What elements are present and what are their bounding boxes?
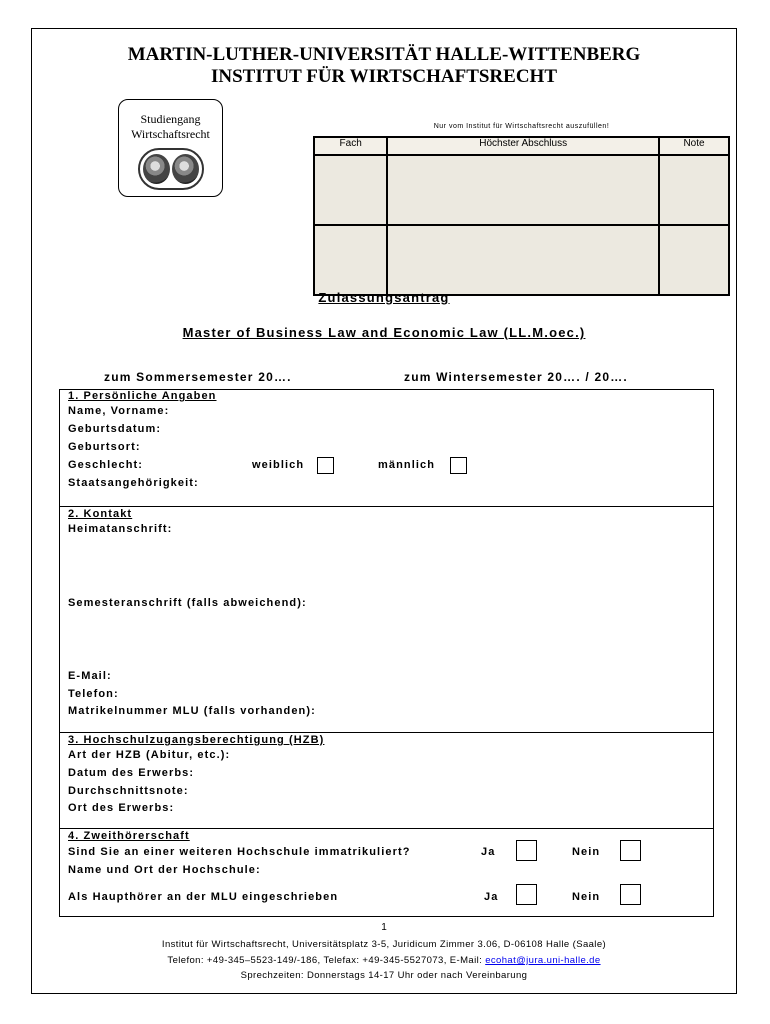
seal-emblem-icon [138, 148, 204, 190]
male-label: männlich [378, 459, 436, 471]
q1-no-label: Nein [572, 846, 601, 858]
hzb-date-label: Datum des Erwerbs: [68, 767, 195, 779]
birthdate-label: Geburtsdatum: [68, 423, 162, 435]
footer-contact-text: Telefon: +49-345–5523-149/-186, Telefax: +49-345-5527073, E-Mail: [167, 955, 486, 966]
section-4-title: 4. Zweithörerschaft [68, 830, 190, 842]
institute-title: INSTITUT FÜR WIRTSCHAFTSRECHT [211, 66, 557, 87]
coin-right-icon [172, 154, 199, 184]
q2-yes-label: Ja [484, 891, 499, 903]
grades-header-degree: Höchster Abschluss [387, 137, 659, 155]
seal-line-2: Wirtschaftsrecht [131, 127, 210, 141]
form-title: Zulassungsantrag [318, 290, 450, 305]
grades-table [313, 136, 730, 296]
section-1-title: 1. Persönliche Angaben [68, 390, 217, 402]
program-seal [118, 99, 223, 197]
page-number: 1 [381, 922, 387, 933]
q2-yes-checkbox[interactable] [516, 884, 537, 905]
hzb-type-label: Art der HZB (Abitur, etc.): [68, 749, 231, 761]
main-enrollment-question: Als Haupthörer an der MLU eingeschrieben [68, 891, 339, 903]
section-2-title: 2. Kontakt [68, 508, 133, 520]
footer-address: Institut für Wirtschaftsrecht, Universitätsplatz 3-5, Juridicum Zimmer 3.06, D-06108 Halle (Saale) [161, 939, 607, 950]
hzb-grade-label: Durchschnittsnote: [68, 785, 189, 797]
grades-cell[interactable] [659, 225, 729, 295]
grades-cell[interactable] [659, 155, 729, 225]
winter-semester[interactable]: zum Wintersemester 20…. / 20…. [404, 370, 628, 384]
email-label: E-Mail: [68, 670, 112, 682]
other-university-name-label: Name und Ort der Hochschule: [68, 864, 261, 876]
q1-yes-label: Ja [481, 846, 496, 858]
footer-contact [31, 955, 737, 966]
birthplace-label: Geburtsort: [68, 441, 141, 453]
other-university-question: Sind Sie an einer weiteren Hochschule immatrikuliert? [68, 846, 411, 858]
female-label: weiblich [252, 459, 305, 471]
footer-office-hours: Sprechzeiten: Donnerstags 14-17 Uhr oder nach Vereinbarung [240, 970, 528, 981]
grades-header-subject: Fach [314, 137, 387, 155]
home-address-label: Heimatanschrift: [68, 523, 173, 535]
grades-cell[interactable] [387, 155, 659, 225]
nationality-label: Staatsangehörigkeit: [68, 477, 199, 489]
footer-email-link[interactable]: ecohat@jura.uni-halle.de [485, 955, 601, 966]
male-checkbox[interactable] [450, 457, 467, 474]
hzb-place-label: Ort des Erwerbs: [68, 802, 175, 814]
seal-line-1: Studiengang [140, 112, 201, 126]
q1-no-checkbox[interactable] [620, 840, 641, 861]
q2-no-label: Nein [572, 891, 601, 903]
coin-left-icon [143, 154, 170, 184]
q2-no-checkbox[interactable] [620, 884, 641, 905]
female-checkbox[interactable] [317, 457, 334, 474]
phone-label: Telefon: [68, 688, 119, 700]
gender-label: Geschlecht: [68, 459, 144, 471]
university-title: MARTIN-LUTHER-UNIVERSITÄT HALLE-WITTENBERG [127, 44, 641, 65]
name-label: Name, Vorname: [68, 405, 170, 417]
grades-header-grade: Note [659, 137, 729, 155]
section-contact [59, 506, 714, 732]
grades-cell[interactable] [314, 225, 387, 295]
summer-semester[interactable]: zum Sommersemester 20…. [104, 370, 292, 384]
grades-cell[interactable] [314, 155, 387, 225]
semester-address-label: Semesteranschrift (falls abweichend): [68, 597, 307, 609]
grades-cell[interactable] [387, 225, 659, 295]
q1-yes-checkbox[interactable] [516, 840, 537, 861]
program-title: Master of Business Law and Economic Law (LL.M.oec.) [182, 325, 586, 340]
matriculation-label: Matrikelnummer MLU (falls vorhanden): [68, 705, 316, 717]
grades-note: Nur vom Institut für Wirtschaftsrecht auszufüllen! [433, 123, 610, 130]
section-3-title: 3. Hochschulzugangsberechtigung (HZB) [68, 734, 325, 746]
